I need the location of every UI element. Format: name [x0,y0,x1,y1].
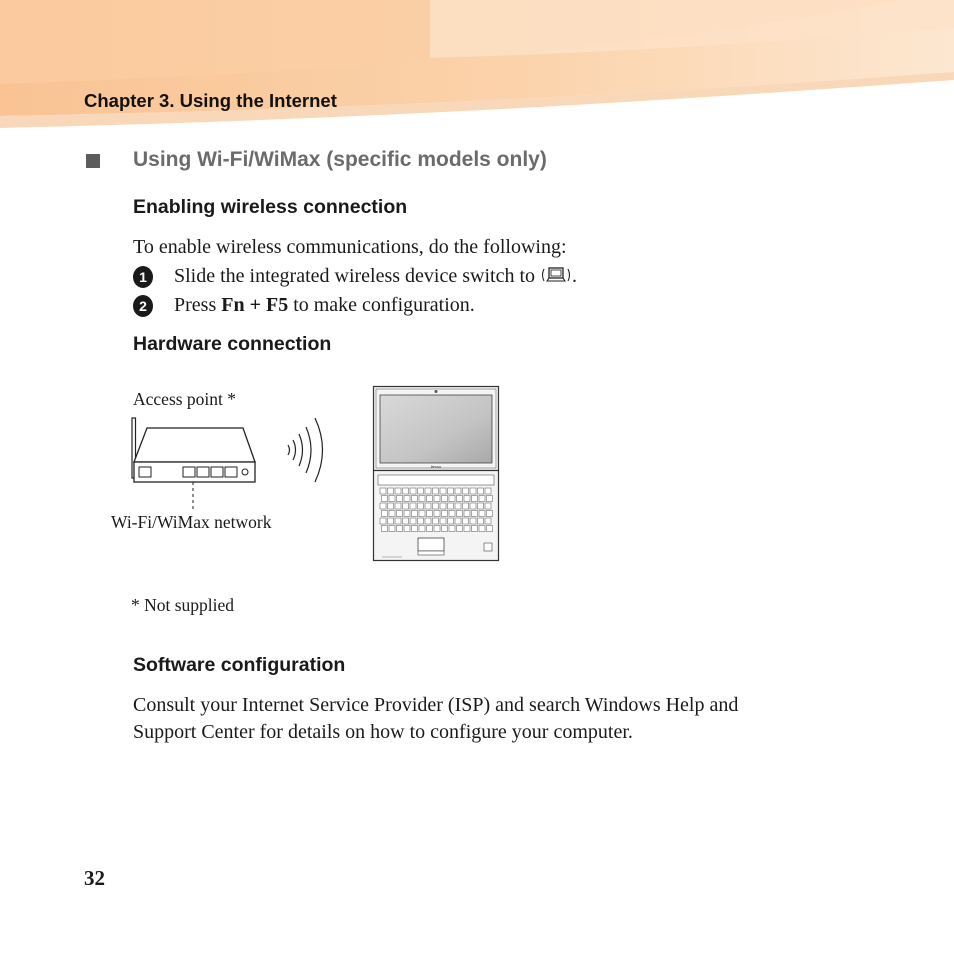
header-banner [0,0,954,135]
keyboard-key [463,503,469,509]
keyboard-key [404,511,410,517]
keyboard-key [418,518,424,524]
keyboard-key [395,488,401,494]
keyboard-key [434,496,440,502]
keyboard-key [418,503,424,509]
keyboard-key [434,526,440,532]
keyboard-key [485,503,491,509]
keyboard-key [442,496,448,502]
keyboard-key [427,511,433,517]
keyboard-key [470,503,476,509]
keyboard-key [427,526,433,532]
access-point-label: Access point * [133,389,237,409]
footnote: * Not supplied [131,595,235,615]
keyboard-key [425,488,431,494]
keyboard-key [472,496,478,502]
keyboard-key [403,518,409,524]
keyboard-key [434,511,440,517]
keyboard-key [382,511,388,517]
page-number: 32 [84,866,105,890]
keyboard-key [395,518,401,524]
keyboard-key [395,503,401,509]
keyboard-key [457,526,463,532]
keyboard-key [487,496,493,502]
keyboard-key [410,488,416,494]
keyboard-key [410,503,416,509]
keyboard-key [419,496,425,502]
hardware-heading: Hardware connection [133,333,332,355]
keyboard-key [382,526,388,532]
keyboard-key [388,503,394,509]
keyboard-key [403,488,409,494]
software-heading: Software configuration [133,654,346,676]
keyboard-key [449,511,455,517]
access-point-illustration [125,410,340,515]
step-2-text-after: to make configuration. [288,294,475,316]
keyboard-key [472,526,478,532]
keyboard-key [457,496,463,502]
keyboard-key [404,526,410,532]
keyboard-key [418,488,424,494]
keyboard-key [419,511,425,517]
keyboard-key [389,496,395,502]
keyboard-key [442,526,448,532]
keyboard-key [479,526,485,532]
keyboard-key [412,496,418,502]
keyboard-key [472,511,478,517]
keyboard-key [440,503,446,509]
laptop-brand: lenovo [430,465,442,469]
step-1-text [174,265,577,288]
keyboard-key [478,488,484,494]
keyboard-key [397,496,403,502]
keyboard-key [433,488,439,494]
keyboard-key [410,518,416,524]
keyboard-key [478,503,484,509]
enabling-intro: To enable wireless communications, do the following: [133,236,567,258]
network-label: Wi-Fi/WiMax network [111,512,272,532]
software-text-line-2: Support Center for details on how to configure your computer. [133,721,633,743]
keyboard-key [442,511,448,517]
keyboard-key [397,526,403,532]
keyboard-key [448,503,454,509]
keyboard-key [455,488,461,494]
keyboard-key [487,526,493,532]
keyboard-key [487,511,493,517]
keyboard-key [382,496,388,502]
enabling-heading: Enabling wireless connection [133,196,408,218]
step-2-keys: Fn + F5 [221,294,289,316]
section-bullet-icon [86,154,100,168]
keyboard-key [457,511,463,517]
keyboard-key [427,496,433,502]
keyboard-key [455,503,461,509]
step-2-text-before: Press [174,294,222,316]
keyboard-key [380,488,386,494]
keyboard-key [412,526,418,532]
keyboard-key [389,511,395,517]
keyboard-key [464,511,470,517]
step-2-text [174,294,475,317]
keyboard-key [470,518,476,524]
chapter-title: Chapter 3. Using the Internet [84,90,337,111]
keyboard-key [388,488,394,494]
keyboard-key [380,518,386,524]
keyboard-key [449,526,455,532]
keyboard-key [485,518,491,524]
keyboard-key [412,511,418,517]
laptop-illustration [372,385,500,562]
wireless-switch-icon [540,265,572,285]
keyboard-key [479,511,485,517]
step-1-text-after: . [572,265,578,287]
keyboard-key [455,518,461,524]
keyboard-key [464,526,470,532]
keyboard-key [470,488,476,494]
keyboard-key [404,496,410,502]
keyboard-key [463,488,469,494]
keyboard-key [479,496,485,502]
keyboard-key [448,518,454,524]
keyboard-key [448,488,454,494]
keyboard-key [403,503,409,509]
keyboard-key [380,503,386,509]
step-1-number: 1 [133,266,153,288]
keyboard-key [389,526,395,532]
keyboard-key [440,488,446,494]
keyboard-key [464,496,470,502]
software-text-line-1: Consult your Internet Service Provider (ISP) and search Windows Help and [133,694,739,716]
step-1-text-before: Slide the integrated wireless device switch to [174,265,536,287]
keyboard-key [425,518,431,524]
keyboard-key [463,518,469,524]
keyboard-key [433,503,439,509]
section-title: Using Wi-Fi/WiMax (specific models only) [133,148,547,171]
keyboard-key [425,503,431,509]
keyboard-key [419,526,425,532]
keyboard-key [478,518,484,524]
keyboard-key [485,488,491,494]
step-2-number: 2 [133,295,153,317]
keyboard-key [397,511,403,517]
keyboard-key [449,496,455,502]
keyboard-key [388,518,394,524]
keyboard-key [433,518,439,524]
keyboard-key [440,518,446,524]
